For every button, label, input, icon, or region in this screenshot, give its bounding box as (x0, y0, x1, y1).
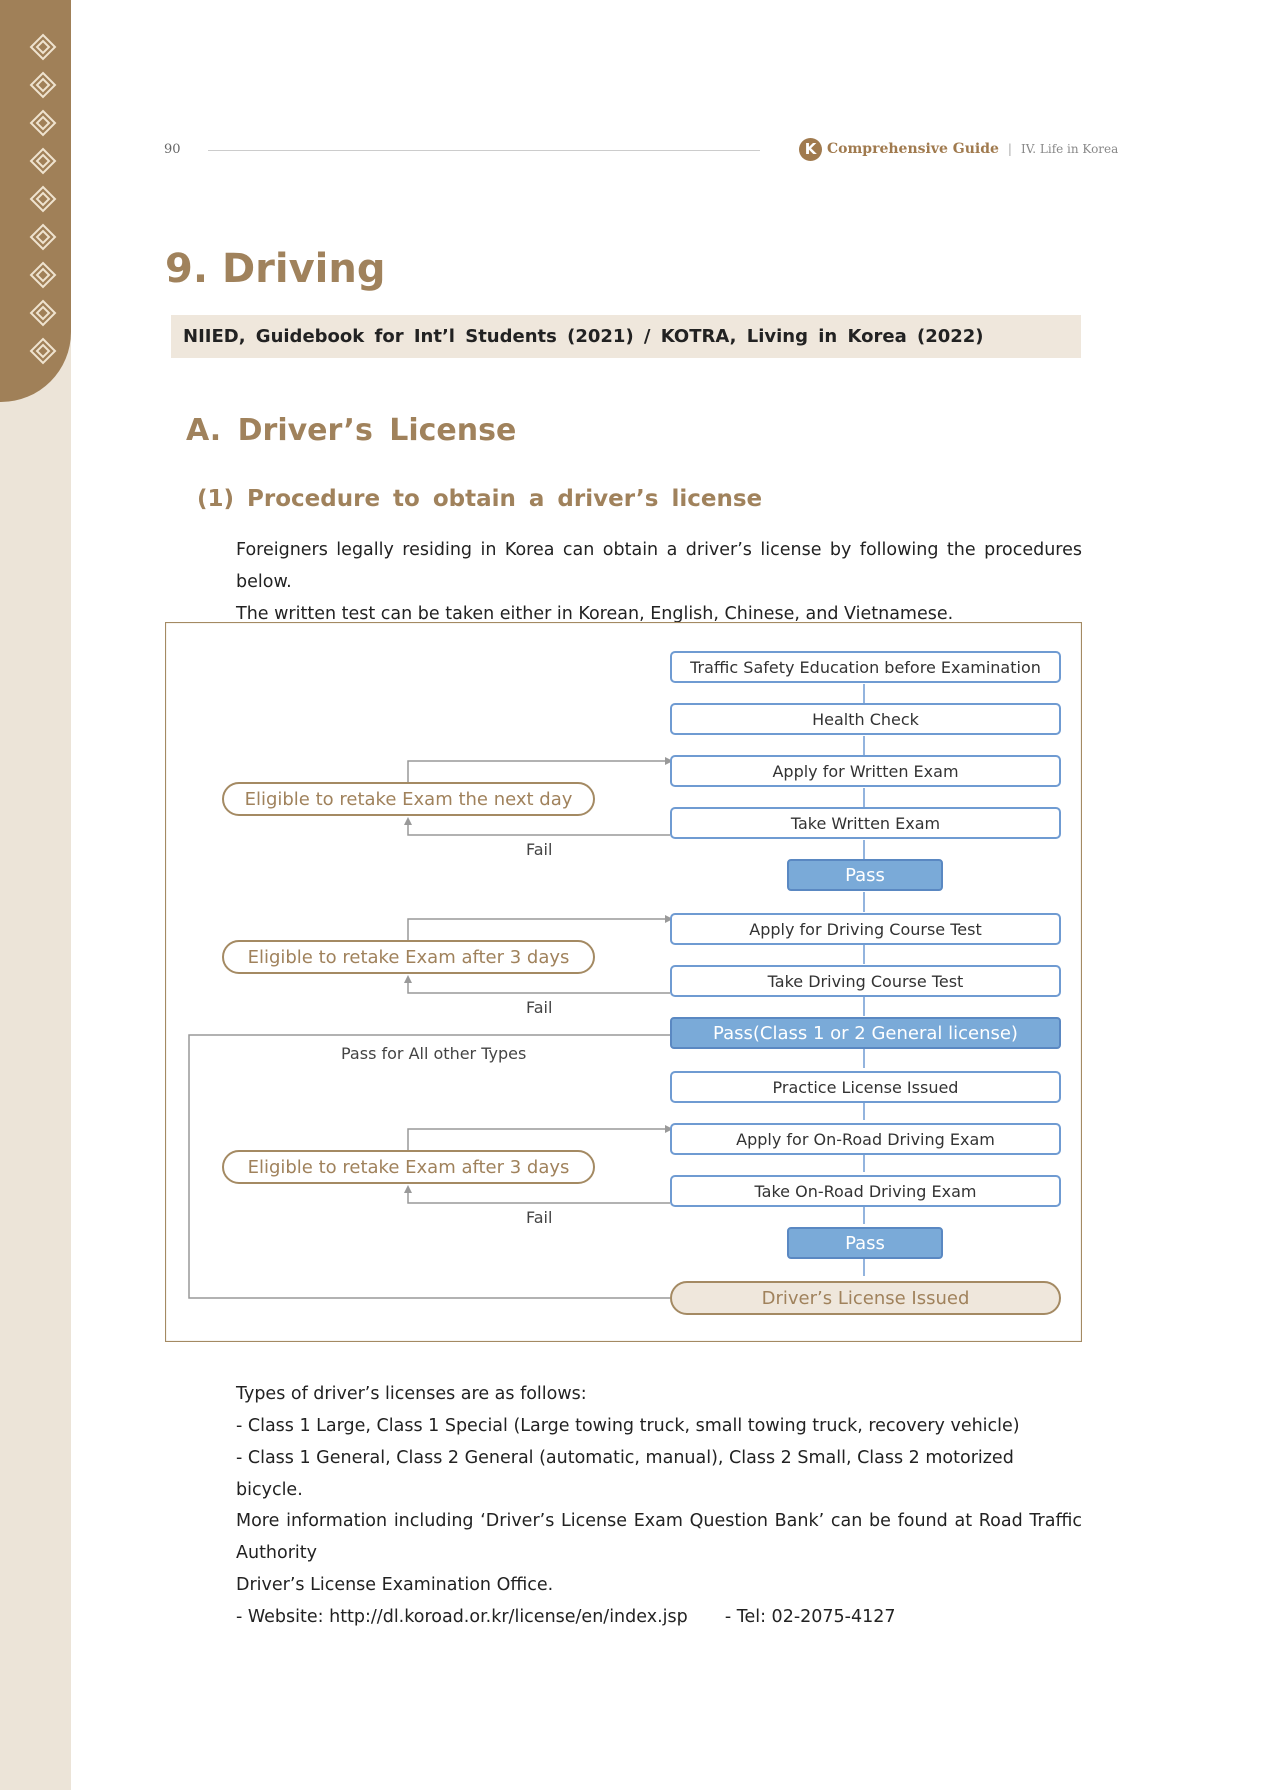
page-number: 90 (164, 142, 181, 157)
subsection-heading: (1) Procedure to obtain a driver’s license (197, 486, 763, 512)
step-apply-onroad: Apply for On-Road Driving Exam (670, 1123, 1061, 1155)
step-pass: Pass (787, 859, 943, 891)
ornament-icon (29, 147, 57, 175)
arrowheads (404, 757, 673, 1193)
retake-loops (189, 761, 670, 1298)
more-info-line: Driver’s License Examination Office. (236, 1575, 554, 1595)
source-bar (171, 315, 1081, 358)
source-text: NIIED, Guidebook for Int’l Students (2021) / KOTRA, Living in Korea (2022) (183, 326, 984, 347)
license-types (236, 1378, 1082, 1506)
brand-logo: K (799, 138, 822, 161)
website-text: - Website: http://dl.koroad.or.kr/license/en/index.jsp (236, 1607, 688, 1627)
step-traffic-safety: Traffic Safety Education before Examination (670, 651, 1061, 683)
fail-label: Fail (526, 1208, 553, 1227)
running-header (799, 136, 1118, 162)
fail-label: Fail (526, 998, 553, 1017)
side-ornament-panel (0, 0, 71, 402)
license-type-item: - Class 1 General, Class 2 General (automatic, manual), Class 2 Small, Class 2 motorized bicycle. (236, 1448, 1014, 1500)
step-pass-general: Pass(Class 1 or 2 General license) (670, 1017, 1061, 1049)
ornament-icon (29, 109, 57, 137)
brand-title: Comprehensive Guide (827, 141, 999, 157)
ornament-icon (29, 71, 57, 99)
ornament-icon (29, 299, 57, 327)
contact-line (236, 1601, 1082, 1633)
page-title: 9. Driving (165, 246, 386, 292)
pass-other-types-label: Pass for All other Types (341, 1044, 527, 1063)
step-health-check: Health Check (670, 703, 1061, 735)
ornament-icon (29, 185, 57, 213)
flowchart (165, 622, 1082, 1342)
intro-paragraph (236, 534, 1082, 630)
step-apply-written: Apply for Written Exam (670, 755, 1061, 787)
license-type-item: - Class 1 Large, Class 1 Special (Large towing truck, small towing truck, recovery vehicle) (236, 1416, 1020, 1436)
ornament-icon (29, 261, 57, 289)
step-take-course: Take Driving Course Test (670, 965, 1061, 997)
license-types-intro: Types of driver’s licenses are as follows: (236, 1384, 587, 1404)
intro-line: The written test can be taken either in Korean, English, Chinese, and Vietnamese. (236, 604, 954, 624)
header-section: IV. Life in Korea (1020, 142, 1119, 156)
step-practice-license: Practice License Issued (670, 1071, 1061, 1103)
section-heading: A. Driver’s License (186, 413, 517, 448)
intro-line: Foreigners legally residing in Korea can obtain a driver’s license by following the procedures below. (236, 540, 1082, 592)
retake-after-3-days: Eligible to retake Exam after 3 days (222, 1150, 595, 1184)
more-info (236, 1505, 1082, 1633)
step-apply-course: Apply for Driving Course Test (670, 913, 1061, 945)
retake-next-day: Eligible to retake Exam the next day (222, 782, 595, 816)
header-separator: | (1007, 142, 1012, 156)
step-take-onroad: Take On-Road Driving Exam (670, 1175, 1061, 1207)
ornament-icon (29, 223, 57, 251)
step-take-written: Take Written Exam (670, 807, 1061, 839)
step-license-issued: Driver’s License Issued (670, 1281, 1061, 1315)
step-pass: Pass (787, 1227, 943, 1259)
more-info-line: More information including ‘Driver’s License Exam Question Bank’ can be found at Road Traffic Authority (236, 1511, 1082, 1563)
ornament-icon (29, 33, 57, 61)
retake-after-3-days: Eligible to retake Exam after 3 days (222, 940, 595, 974)
ornament-icon (29, 337, 57, 365)
fail-label: Fail (526, 840, 553, 859)
header-rule (208, 150, 760, 151)
tel-text: - Tel: 02-2075-4127 (724, 1607, 896, 1627)
